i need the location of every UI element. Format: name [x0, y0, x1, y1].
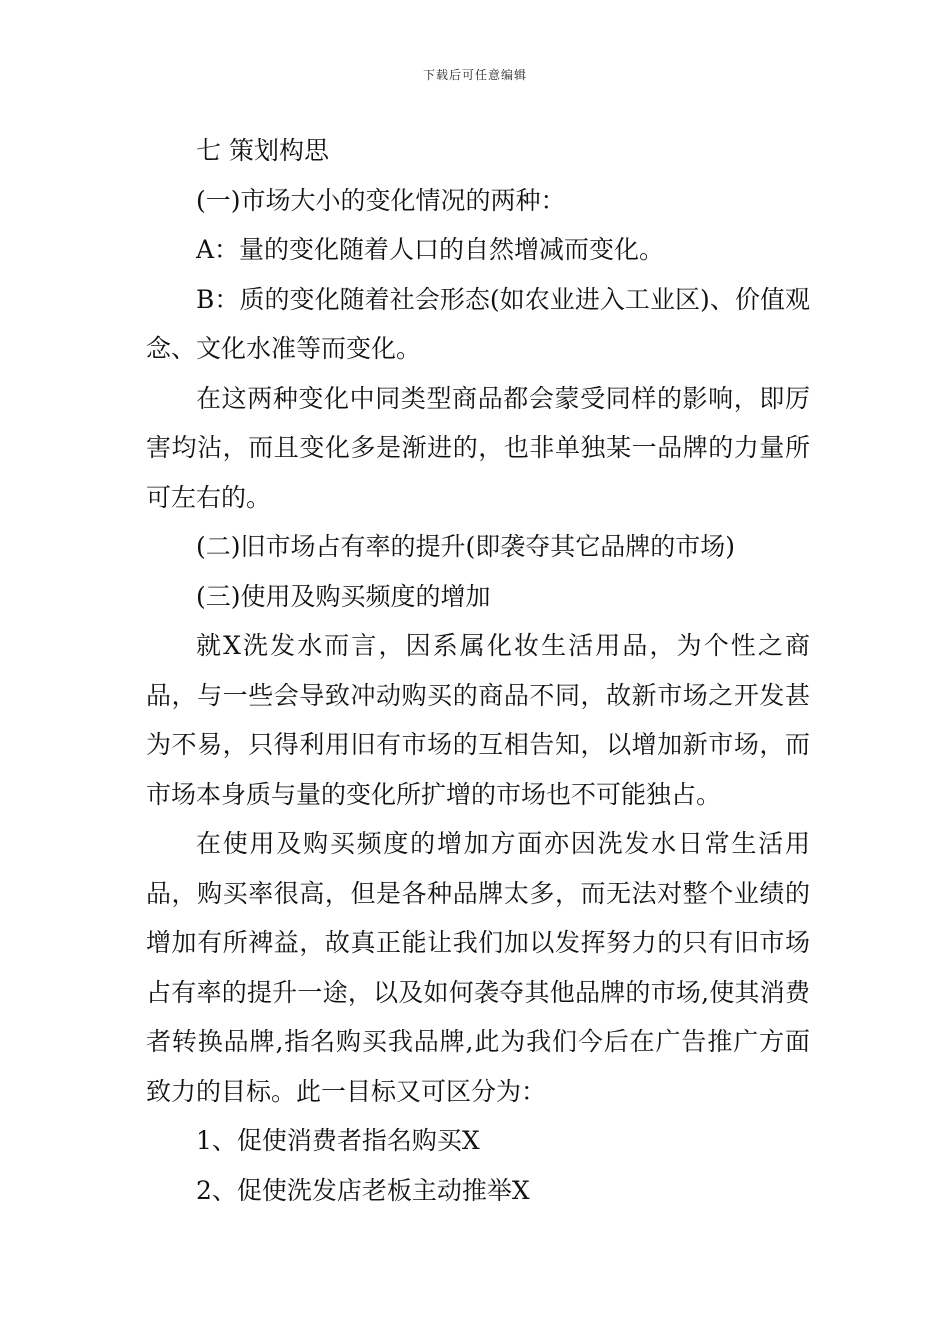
paragraph: 在使用及购买频度的增加方面亦因洗发水日常生活用品，购买率很高，但是各种品牌太多，而无法对整个业绩的增加有所裨益，故真正能让我们加以发挥努力的只有旧市场占有率的提升一途，以及如何袭夺其他品牌的市场,使其消费者转换品牌,指名购买我品牌,此为我们今后在广告推广方面致力的目标。此一目标又可区分为： — [146, 829, 810, 1106]
paragraph: 在这两种变化中同类型商品都会蒙受同样的影响，即厉害均沾，而且变化多是渐进的，也非单独某一品牌的力量所可左右的。 — [146, 383, 810, 512]
subsection-heading: (三)使用及购买频度的增加 — [196, 581, 491, 611]
document-body — [146, 126, 810, 1215]
paragraph: A：量的变化随着人口的自然增减而变化。 — [196, 235, 665, 264]
subsection-heading: (二)旧市场占有率的提升(即袭夺其它品牌的市场) — [196, 532, 736, 561]
list-item: 1、促使消费者指名购买X — [196, 1126, 480, 1155]
list-item: 2、促使洗发店老板主动推举X — [196, 1175, 530, 1205]
subsection-heading: (一)市场大小的变化情况的两种： — [196, 185, 566, 215]
paragraph: B：质的变化随着社会形态(如农业进入工业区)、价值观念、文化水准等而变化。 — [146, 284, 810, 363]
section-heading: 七 策划构思 — [196, 136, 329, 165]
page-header-note: 下载后可任意编辑 — [422, 68, 527, 82]
paragraph: 就X洗发水而言，因系属化妆生活用品，为个性之商品，与一些会导致冲动购买的商品不同，故新市场之开发甚为不易，只得利用旧有市场的互相告知，以增加新市场，而市场本身质与量的变化所扩增的市场也不可能独占。 — [146, 631, 810, 809]
